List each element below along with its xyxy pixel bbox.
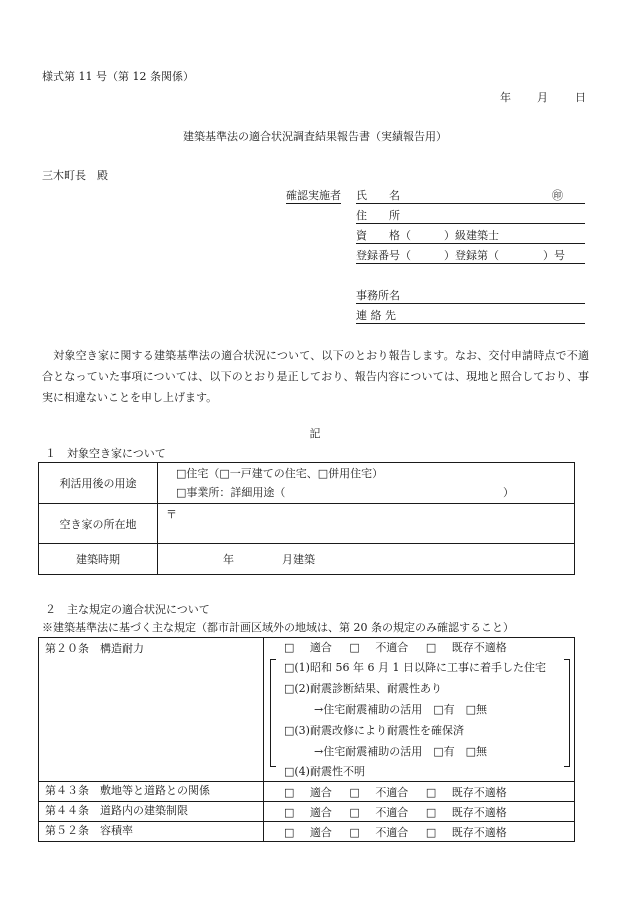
result-ng-label: 不適合	[375, 825, 409, 839]
table-row	[39, 463, 575, 504]
built-month: 月建築	[282, 553, 315, 566]
date-year: 年	[500, 91, 511, 104]
use-option-office-close: ）	[503, 486, 514, 499]
result-existing-label: 既存不適格	[451, 785, 507, 799]
reporter-label: 確認実施者	[286, 189, 341, 202]
reporter-contact-label: 連 絡 先	[356, 309, 396, 322]
seismic-subitems	[264, 657, 574, 778]
seismic-item-1: □(1)昭和 56 年 6 月 1 日以降に工事に着手した住宅	[284, 661, 546, 674]
section2-heading: ２ 主な規定の適合状況について	[45, 603, 210, 616]
checkbox-icon[interactable]: □	[349, 825, 360, 839]
use-option-housing: □住宅（□一戸建ての住宅、□併用住宅）	[176, 467, 384, 480]
checkbox-icon[interactable]: □	[425, 785, 437, 799]
reporter-office-field	[356, 287, 585, 304]
result-existing-label: 既存不適格	[451, 805, 507, 819]
checkbox-icon[interactable]: □	[349, 641, 360, 654]
ki-mark: 記	[309, 427, 321, 440]
checkbox-icon[interactable]: □	[284, 805, 295, 819]
article-20-result-line	[264, 638, 574, 657]
date-day: 日	[575, 91, 586, 104]
form-number: 様式第 11 号（第 12 条関係）	[42, 70, 194, 83]
result-ng-label: 不適合	[375, 805, 409, 819]
result-ok-label: 適合	[309, 785, 332, 799]
reporter-registration-label: 登録番号（ ）登録第（ ）号	[356, 249, 565, 262]
result-ok-label: 適合	[309, 825, 332, 839]
reporter-name-label: 氏 名	[356, 189, 400, 202]
reporter-name-field	[356, 187, 585, 204]
table-row	[39, 504, 575, 544]
built-label: 建築時期	[39, 544, 158, 575]
reporter-address-label: 住 所	[356, 209, 400, 222]
seismic-item-4: □(4)耐震性不明	[284, 765, 365, 778]
article-20-label: 第２０条 構造耐力	[39, 638, 264, 782]
article-44-results	[264, 802, 575, 822]
built-value	[158, 544, 575, 575]
checkbox-icon[interactable]: □	[284, 785, 295, 799]
result-existing-label: 既存不適格	[451, 825, 507, 839]
bracket-right	[564, 659, 570, 767]
location-label: 空き家の所在地	[39, 504, 158, 544]
checkbox-icon[interactable]: □	[425, 825, 437, 839]
postal-mark: 〒	[166, 508, 177, 521]
location-value	[158, 504, 575, 544]
reporter-address-field	[356, 207, 585, 224]
reporter-qualification-label: 資 格（ ）級建築士	[356, 229, 499, 242]
reporter-contact-field	[356, 307, 585, 324]
seismic-item-2: □(2)耐震診断結果、耐震性あり	[284, 682, 442, 695]
checkbox-icon[interactable]: □	[349, 785, 360, 799]
use-value	[158, 463, 575, 504]
seismic-item-2-sub: →住宅耐震補助の活用 □有 □無	[314, 703, 488, 716]
result-existing-label: 既存不適格	[451, 641, 507, 654]
checkbox-icon[interactable]: □	[284, 825, 295, 839]
result-ok-label: 適合	[309, 805, 332, 819]
body-paragraph: 対象空き家に関する建築基準法の適合状況について、以下のとおり報告します。なお、交付申請時点で不適合となっていた事項については、以下のとおり是正しており、報告内容については、現地と照合しており、事実に相違ないことを申し上げます。	[42, 349, 589, 404]
checkbox-icon[interactable]: □	[284, 641, 295, 654]
checkbox-icon[interactable]: □	[349, 805, 360, 819]
article-43-label: 第４３条 敷地等と道路との関係	[39, 782, 264, 802]
result-ok-label: 適合	[309, 641, 332, 654]
article-44-label: 第４４条 道路内の建築制限	[39, 802, 264, 822]
reporter-qualification-field	[356, 227, 585, 244]
table-row	[39, 544, 575, 575]
checkbox-icon[interactable]: □	[425, 805, 437, 819]
table-row	[39, 822, 575, 842]
section1-heading: １ 対象空き家について	[45, 447, 166, 460]
table-row	[39, 802, 575, 822]
article-52-label: 第５２条 容積率	[39, 822, 264, 842]
article-52-results	[264, 822, 575, 842]
result-ng-label: 不適合	[375, 785, 409, 799]
seal-icon: ㊞	[552, 189, 563, 202]
compliance-table	[38, 637, 575, 842]
article-43-results	[264, 782, 575, 802]
reporter-registration-field	[356, 247, 585, 264]
bracket-left	[270, 659, 276, 767]
result-ng-label: 不適合	[375, 641, 409, 654]
built-year: 年	[223, 553, 234, 566]
use-option-office-label: □事業所：詳細用途（	[176, 486, 286, 499]
seismic-item-3-sub: →住宅耐震補助の活用 □有 □無	[314, 745, 488, 758]
target-house-table	[38, 462, 575, 575]
date-month: 月	[537, 91, 548, 104]
section2-note: ※建築基準法に基づく主な規定（都市計画区域外の地域は、第 20 条の規定のみ確認すること）	[42, 621, 514, 634]
article-20-results	[264, 638, 575, 782]
reporter-office-label: 事務所名	[356, 289, 400, 302]
document-title: 建築基準法の適合状況調査結果報告書（実績報告用）	[183, 130, 447, 143]
use-label: 利活用後の用途	[39, 463, 158, 504]
table-row	[39, 638, 575, 782]
checkbox-icon[interactable]: □	[425, 641, 437, 654]
seismic-item-3: □(3)耐震改修により耐震性を確保済	[284, 724, 464, 737]
table-row	[39, 782, 575, 802]
use-option-office	[176, 483, 574, 502]
addressee: 三木町長 殿	[42, 169, 108, 182]
